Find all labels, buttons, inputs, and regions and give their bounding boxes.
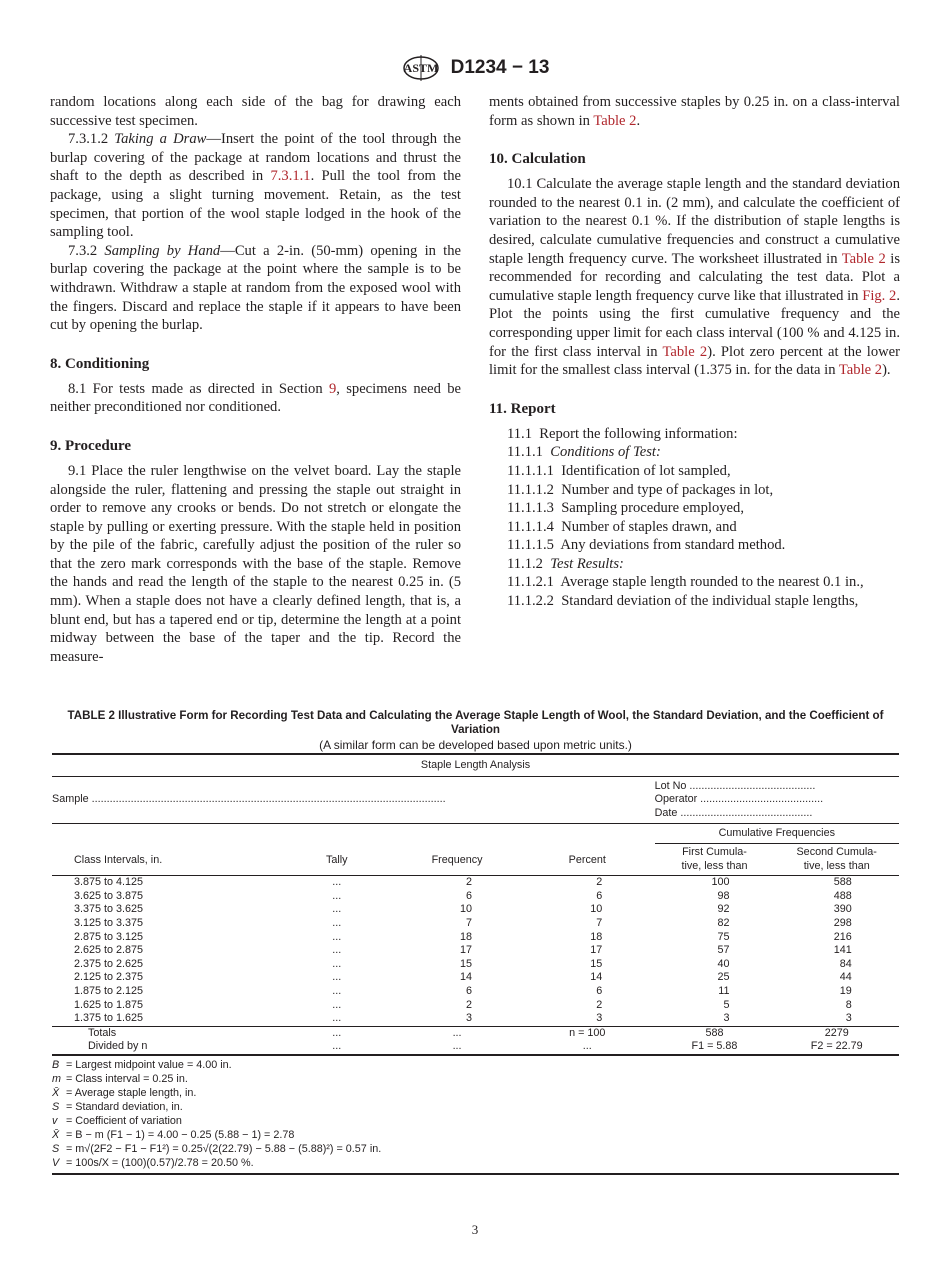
cell-percent: 6 (596, 889, 603, 902)
cell-frequency: 17 (460, 944, 473, 957)
paragraph-7-3-1-2 (50, 130, 461, 242)
report-item (489, 536, 900, 555)
item-text: Standard deviation of the individual staple lengths, (561, 593, 859, 610)
table-row (52, 876, 899, 890)
report-item (489, 518, 900, 537)
cell-percent: 2 (596, 998, 603, 1011)
operator-field: Operator ......................................... (654, 793, 824, 806)
legend-item (52, 1142, 899, 1156)
cell-percent: 2 (596, 876, 603, 889)
cell-second-cumulative: 298 (833, 916, 852, 929)
cell-frequency: 6 (466, 889, 473, 902)
cell-label: Totals (88, 1026, 117, 1039)
section-heading-report: 11. Report (489, 400, 556, 417)
item-text: Conditions of Test: (550, 444, 661, 461)
item-number: 11.1.1.3 (507, 500, 554, 517)
paragraph (489, 93, 900, 130)
svg-text:ASTM: ASTM (403, 61, 438, 75)
legend-item (52, 1100, 899, 1114)
cell-first-cumulative: F1 = 5.88 (691, 1040, 738, 1053)
cell-tally: ... (332, 971, 342, 984)
item-number: 11.1.1 (507, 444, 543, 461)
item-text: Report the following information: (539, 425, 738, 442)
item-number: 11.1.1.5 (507, 537, 554, 554)
legend-text: = B − m (F1 − 1) = 4.00 − 0.25 (5.88 − 1) = 2.78 (66, 1128, 295, 1141)
cell-interval: 2.625 to 2.875 (74, 944, 144, 957)
staple-length-table (52, 753, 899, 1175)
report-item (489, 481, 900, 500)
cell-second-cumulative: 84 (839, 957, 852, 970)
cell-percent: n = 100 (569, 1026, 606, 1039)
cell-tally: ... (332, 930, 342, 943)
cell-frequency: 2 (466, 876, 473, 889)
cell-interval: 1.375 to 1.625 (74, 1012, 144, 1025)
legend-text: = Class interval = 0.25 in. (66, 1072, 188, 1085)
cell-tally: ... (332, 957, 342, 970)
lot-info (655, 776, 899, 824)
legend-symbol: S (52, 1142, 60, 1155)
cell-frequency: 18 (460, 930, 473, 943)
cell-interval: 1.875 to 2.125 (74, 984, 144, 997)
cell-frequency: 15 (460, 957, 473, 970)
item-number: 11.1.1.2 (507, 481, 554, 498)
report-item (489, 499, 900, 518)
paragraph-text: , specimens need be neither preconditioned nor conditioned. (50, 380, 461, 416)
date-field: Date ............................................ (654, 806, 813, 819)
paragraph-text: ). (882, 362, 891, 379)
legend-symbol: V (52, 1156, 60, 1169)
legend-symbol: B (52, 1058, 60, 1071)
paragraph-8-1 (50, 380, 461, 417)
header-line: Second Cumula- (796, 845, 877, 858)
header-second-cumulative (774, 843, 899, 875)
cell-second-cumulative: 588 (833, 876, 852, 889)
sample-field: Sample ...................................................................................................................... (52, 793, 446, 806)
page-number: 3 (471, 1222, 479, 1237)
cell-tally: ... (332, 984, 342, 997)
section-number: 7.3.1.2 (68, 131, 109, 148)
paragraph-text: 8.1 For tests made as directed in Section (68, 380, 329, 397)
legend-symbol: m (52, 1072, 61, 1085)
cell-percent: ... (582, 1040, 592, 1053)
lot-no-field: Lot No .......................................... (654, 779, 816, 792)
legend-text: = Standard deviation, in. (66, 1100, 183, 1113)
cell-second-cumulative: F2 = 22.79 (810, 1040, 863, 1053)
item-text: Test Results: (550, 555, 624, 572)
divided-row (52, 1040, 899, 1055)
report-item (489, 592, 900, 611)
cell-tally: ... (332, 876, 342, 889)
cell-frequency: 2 (466, 998, 473, 1011)
cell-tally: ... (332, 903, 342, 916)
link-table-2[interactable]: Table 2 (838, 362, 883, 379)
paragraph-text: . (636, 112, 641, 129)
paragraph-text: ). Plot zero percent at the lower limit for the smallest class interval (1.375 in. for the data in (489, 343, 900, 379)
cell-interval: 3.125 to 3.375 (74, 916, 144, 929)
table-subcaption: (A similar form can be developed based upon metric units.) (319, 738, 632, 752)
legend-item (52, 1086, 899, 1100)
cell-percent: 18 (590, 930, 603, 943)
cell-second-cumulative: 44 (839, 971, 852, 984)
header-cumulative-frequencies: Cumulative Frequencies (655, 824, 899, 844)
subsection-title: Taking a Draw (114, 131, 207, 148)
cell-percent: 6 (596, 984, 603, 997)
cell-frequency: 3 (466, 1012, 473, 1025)
header-line: tive, less than (681, 859, 748, 872)
table-row (52, 999, 899, 1013)
legend-item (52, 1114, 899, 1128)
item-text: Number of staples drawn, and (561, 518, 737, 535)
report-item (489, 443, 900, 462)
link-7-3-1-1[interactable]: 7.3.1.1 (270, 168, 311, 185)
legend-symbol: S (52, 1100, 60, 1113)
cell-tally: ... (332, 944, 342, 957)
report-item (489, 573, 900, 592)
report-item (489, 555, 900, 574)
table-row (52, 917, 899, 931)
cell-tally: ... (332, 998, 342, 1011)
page-header (0, 54, 950, 82)
header-tally: Tally (325, 853, 348, 866)
cell-percent: 7 (596, 916, 603, 929)
item-text: Number and type of packages in lot, (561, 481, 774, 498)
cell-percent: 14 (590, 971, 603, 984)
legend-item (52, 1072, 899, 1086)
cell-tally: ... (332, 1026, 342, 1039)
cell-frequency: 7 (466, 916, 473, 929)
cell-second-cumulative: 2279 (824, 1026, 849, 1039)
paragraph: random locations along each side of the bag for drawing each successive test specimen. (50, 94, 461, 129)
item-text: Any deviations from standard method. (560, 537, 786, 554)
legend-item (52, 1058, 899, 1072)
paragraph-10-1 (489, 175, 900, 380)
item-number: 11.1.1.1 (507, 462, 554, 479)
legend-item (52, 1128, 899, 1142)
header-first-cumulative (655, 843, 775, 875)
item-text: Average staple length rounded to the nearest 0.1 in., (560, 574, 864, 591)
paragraph-text: is recommended for recording and calculating the test data. Plot a cumulative staple length frequency curve like that illustrated in (489, 250, 900, 304)
cell-frequency: 6 (466, 984, 473, 997)
table-row (52, 958, 899, 972)
cell-first-cumulative: 57 (717, 944, 730, 957)
table-row (52, 890, 899, 904)
cell-label: Divided by n (88, 1040, 148, 1053)
header-percent: Percent (568, 853, 606, 866)
paragraph-7-3-2 (50, 242, 461, 335)
header-class-intervals: Class Intervals, in. (74, 853, 163, 866)
paragraph-9-1: 9.1 Place the ruler lengthwise on the velvet board. Lay the staple alongside the ruler, flattening and pressing the staple out straight in order to remove any crooks or bends. Do not stretch or elongate the staple by pulling or exerting pressure. With the staple held in position by the pile of the fabric, carefully adjust the position of the ruler so that the zero mark corresponds with the base of the staple. Remove the hands and read the length of the staple to the nearest 0.25 in. (5 mm). When a staple does not have a clearly defined length, that is, a blunt end, but has a tapered end or tip, determine the length at a point midway between the base of the taper and the tip. Record the measure- (50, 462, 461, 665)
cell-second-cumulative: 3 (845, 1012, 852, 1025)
report-item (489, 425, 900, 444)
cell-tally: ... (332, 889, 342, 902)
report-list (489, 425, 900, 611)
cell-percent: 10 (590, 903, 603, 916)
paragraph-text: ments obtained from successive staples by 0.25 in. on a class-interval form as shown in (489, 94, 900, 129)
legend-text: = m√(2F2 − F1 − F1²) = 0.25√(2(22.79) − 5.88 − (5.88)²) = 0.57 in. (66, 1142, 382, 1155)
item-number: 11.1.2.1 (507, 574, 554, 591)
item-text: Identification of lot sampled, (561, 462, 731, 479)
link-section-9[interactable]: 9 (328, 380, 337, 397)
legend-text: = Largest midpoint value = 4.00 in. (66, 1058, 232, 1071)
link-table-2[interactable]: Table 2 (662, 343, 708, 360)
cell-frequency: ... (452, 1026, 462, 1039)
header-frequency: Frequency (431, 853, 483, 866)
section-heading-calculation: 10. Calculation (489, 151, 586, 168)
link-table-2[interactable]: Table 2 (841, 250, 886, 267)
cell-interval: 2.125 to 2.375 (74, 971, 144, 984)
cell-percent: 15 (590, 957, 603, 970)
cell-first-cumulative: 40 (717, 957, 730, 970)
cell-tally: ... (332, 1040, 342, 1053)
cell-frequency: 10 (460, 903, 473, 916)
table-section-title: Staple Length Analysis (420, 759, 531, 771)
paragraph-text: 10.1 Calculate the average staple length and the standard deviation rounded to the nearest 0.1 in. (2 mm), and calculate the coefficient of variation to the nearest 0.1 %. If the distribution of staple lengths is desired, calculate cumulative frequencies and construct a cumulative staple length frequency curve. The worksheet illustrated in (489, 176, 900, 267)
header-line: First Cumula- (682, 845, 747, 858)
cell-first-cumulative: 11 (718, 984, 730, 997)
item-number: 11.1.2 (507, 555, 543, 572)
cell-interval: 3.875 to 4.125 (74, 876, 144, 889)
legend-item (52, 1156, 899, 1170)
cell-second-cumulative: 488 (833, 889, 852, 902)
subsection-title: Sampling by Hand (104, 242, 221, 259)
document-id: D1234 − 13 (450, 57, 550, 78)
legend-symbol: X̄ (52, 1128, 60, 1141)
paragraph-text: . Plot the points using the first cumulative frequency and the corresponding upper limit for each class interval (100 % and 4.125 in. for the first class interval in (489, 287, 901, 360)
item-text: Sampling procedure employed, (561, 500, 744, 517)
totals-row (52, 1026, 899, 1040)
cell-first-cumulative: 100 (711, 876, 730, 889)
cell-percent: 17 (590, 944, 603, 957)
table-row (52, 903, 899, 917)
legend-text: = Coefficient of variation (66, 1114, 182, 1127)
cell-second-cumulative: 141 (833, 944, 852, 957)
paragraph-text: —Insert the point of the tool through the burlap covering of the package at random locations and thrust the shaft to the depth as described in (50, 131, 461, 185)
link-fig-2[interactable]: Fig. 2 (862, 287, 897, 304)
section-heading-conditioning: 8. Conditioning (50, 355, 150, 372)
cell-percent: 3 (596, 1012, 603, 1025)
header-line: tive, less than (803, 859, 870, 872)
item-number: 11.1.2.2 (507, 593, 554, 610)
legend-text: = 100s/X = (100)(0.57)/2.78 = 20.50 %. (66, 1156, 254, 1169)
astm-logo-icon (401, 54, 441, 82)
cell-first-cumulative: 98 (717, 889, 730, 902)
cell-first-cumulative: 5 (723, 998, 730, 1011)
report-item (489, 462, 900, 481)
cell-interval: 3.625 to 3.875 (74, 889, 144, 902)
table-row (52, 931, 899, 945)
cell-first-cumulative: 25 (717, 971, 730, 984)
cell-second-cumulative: 19 (839, 984, 852, 997)
paragraph-text: . Pull the tool from the package, using a slight turning movement. Retain, as the test specimen, that portion of the wool staple lodged in the hook of the sampling tool. (50, 168, 461, 241)
table-legend (52, 1055, 899, 1174)
cell-interval: 2.875 to 3.125 (74, 930, 144, 943)
link-table-2[interactable]: Table 2 (593, 112, 637, 129)
cell-interval: 2.375 to 2.625 (74, 957, 144, 970)
item-number: 11.1.1.4 (507, 518, 554, 535)
table-2 (52, 709, 899, 1175)
cell-interval: 3.375 to 3.625 (74, 903, 144, 916)
table-row (52, 1012, 899, 1026)
legend-symbol: X̄ (52, 1086, 60, 1099)
cell-first-cumulative: 3 (723, 1012, 730, 1025)
table-row (52, 971, 899, 985)
item-number: 11.1 (507, 425, 532, 442)
cell-interval: 1.625 to 1.875 (74, 998, 144, 1011)
cell-tally: ... (332, 1012, 342, 1025)
section-number: 7.3.2 (68, 242, 98, 259)
cell-second-cumulative: 216 (833, 930, 852, 943)
cell-first-cumulative: 75 (717, 930, 730, 943)
table-caption: TABLE 2 Illustrative Form for Recording Test Data and Calculating the Average Staple Length of Wool, the Standard Deviation, and the Coefficient of Variation (67, 709, 884, 736)
cell-frequency: 14 (460, 971, 473, 984)
section-heading-procedure: 9. Procedure (50, 437, 132, 454)
cell-second-cumulative: 390 (833, 903, 852, 916)
left-column (50, 93, 461, 666)
table-row (52, 985, 899, 999)
paragraph-text: —Cut a 2-in. (50-mm) opening in the burlap covering the package at the point where the sample is to be withdrawn. Withdraw a staple at random from the exposed wool with the fingers. Discard and replace the staple if it appears to have been cut by opening the burlap. (50, 242, 461, 334)
cell-first-cumulative: 588 (705, 1026, 724, 1039)
cell-first-cumulative: 82 (717, 916, 730, 929)
cell-first-cumulative: 92 (717, 903, 730, 916)
cell-second-cumulative: 8 (845, 998, 852, 1011)
right-column (489, 93, 900, 611)
legend-text: = Average staple length, in. (66, 1086, 197, 1099)
cell-tally: ... (332, 916, 342, 929)
legend-symbol: v (52, 1114, 58, 1127)
table-row (52, 944, 899, 958)
cell-frequency: ... (452, 1040, 462, 1053)
